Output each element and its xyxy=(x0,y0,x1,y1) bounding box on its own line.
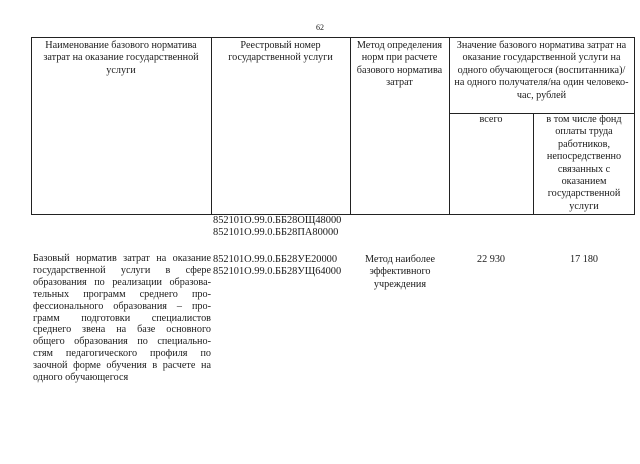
col-border-5 xyxy=(533,113,534,214)
header-value-total: всего xyxy=(479,114,503,125)
description-line: одного обучающегося xyxy=(33,372,129,384)
description-line: фессионального образования – про- xyxy=(33,300,211,312)
row-method: Метод наиболее эффективного учреждения xyxy=(365,254,435,290)
header-value: Значение базового норматива затрат на оказание государственной услуги на одного обучающегося (воспитанника)/на одного получателя/на один человеко-час, рублей xyxy=(454,40,629,101)
page-number: 62 xyxy=(316,23,324,32)
header-registry-number: Реестровый номер государственной услуги xyxy=(228,40,333,64)
col-border-1 xyxy=(31,37,32,214)
row-description xyxy=(33,253,211,384)
description-line: Базовый норматив затрат на оказание xyxy=(33,253,211,264)
description-line: тельных программ среднего про- xyxy=(33,288,211,300)
description-line: стям педагогического профиля по xyxy=(33,348,211,360)
header-name: Наименование базового норматива затрат на оказание государственной услуги xyxy=(43,40,199,76)
header-value-payroll: в том числе фонд оплаты труда работников, непосредственно связанных с оказанием государственной услуги xyxy=(546,114,622,212)
description-line: общего образования по специально- xyxy=(33,336,211,348)
row-codes xyxy=(213,254,341,279)
description-line: грамм подготовки специалистов xyxy=(33,312,211,324)
col-border-6 xyxy=(634,37,635,214)
code-line: 852101О.99.0.ББ28ОЩ48000 xyxy=(213,215,342,226)
header-method: Метод определения норм при расчете базового норматива затрат xyxy=(356,40,443,89)
col-border-3 xyxy=(350,37,351,214)
col-border-4 xyxy=(449,37,450,214)
col-border-2 xyxy=(211,37,212,214)
code-line: 852101О.99.0.ББ28УЕ20000 xyxy=(213,254,338,265)
description-line: заочной форме обучения в расчете на xyxy=(33,360,211,372)
description-line: образования по реализации образова- xyxy=(33,276,211,288)
description-line: среднего звена на базе основного xyxy=(33,324,211,336)
row-payroll: 17 180 xyxy=(569,254,598,265)
previous-row-codes xyxy=(213,215,341,240)
code-line: 852101О.99.0.ББ28ПА80000 xyxy=(213,227,339,239)
row-total: 22 930 xyxy=(476,254,505,265)
table-top-border xyxy=(31,37,635,38)
description-line: государственной услуги в сфере xyxy=(33,264,211,276)
code-line: 852101О.99.0.ББ28УЩ64000 xyxy=(213,266,342,278)
